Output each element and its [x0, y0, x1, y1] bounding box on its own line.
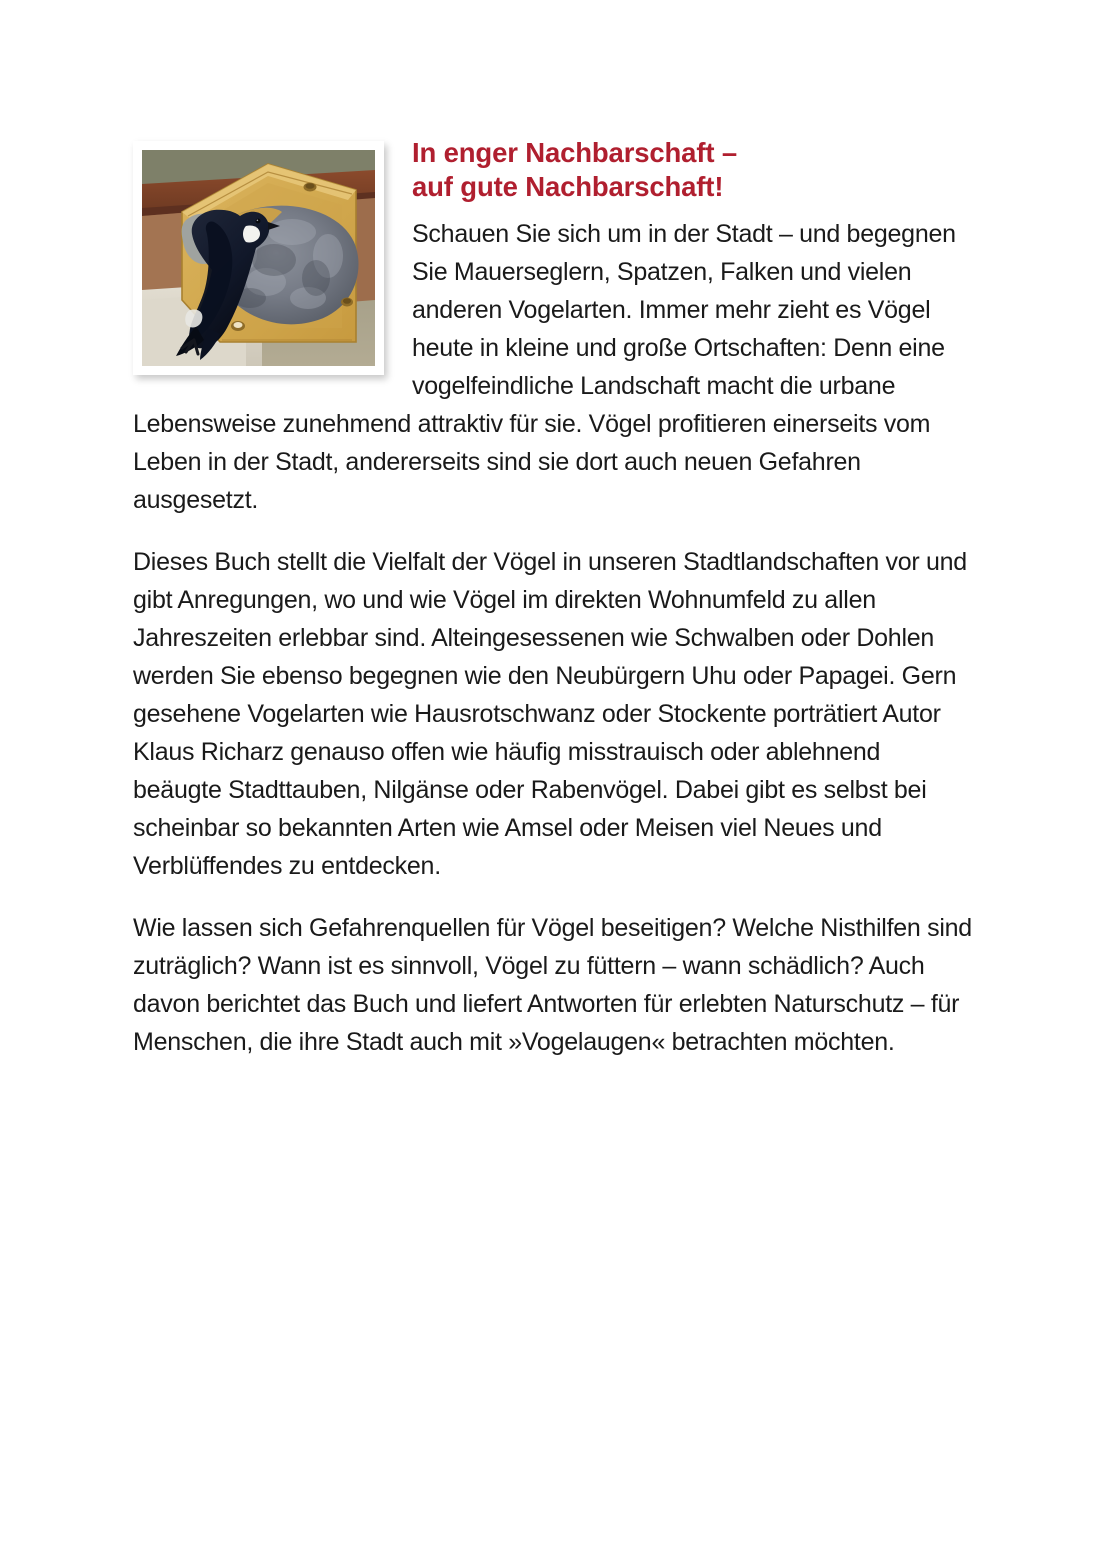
house-martin-nest-photo — [142, 150, 375, 366]
paragraph-book-content: Dieses Buch stellt die Vielfalt der Vögel in unseren Stadtlandschaften vor und gibt Anregungen, wo und wie Vögel im direkten Wohnumfeld zu allen Jahreszeiten erlebbar sind. Alteingesessenen wie Schwalben oder Dohlen werden Sie ebenso begegnen wie den Neubürgern Uhu oder Papagei. Gern gesehene Vogelarten wie Hausrotschwanz oder Stockente porträtiert Autor Klaus Richarz genauso offen wie häufig misstrauisch oder ablehnend beäugte Stadttauben, Nilgänse oder Rabenvögel. Dabei gibt es selbst bei scheinbar so bekannten Arten wie Amsel oder Meisen viel Neues und Verblüffendes zu entdecken. — [133, 548, 967, 880]
headline-line-2: auf gute Nachbarschaft! — [412, 171, 724, 202]
paragraph-intro: Schauen Sie sich um in der Stadt – und begegnen Sie Mauerseglern, Spatzen, Falken und vielen anderen Vogelarten. Immer mehr zieht es Vögel heute in kleine und große Ortschaften: Denn eine vogelfeindliche Landschaft macht die urbane Lebensweise zunehmend attraktiv für sie. Vögel profitieren einerseits vom Leben in der Stadt, andererseits sind sie dort auch neuen Gefahren ausgesetzt. — [133, 220, 956, 514]
text-column — [133, 136, 973, 1061]
paragraph-questions: Wie lassen sich Gefahrenquellen für Vögel beseitigen? Welche Nisthilfen sind zuträglich? Wann ist es sinnvoll, Vögel zu füttern – wann schädlich? Auch davon berichtet das Buch und liefert Antworten für erlebten Naturschutz – für Menschen, die ihre Stadt auch mit »Vogelaugen« betrachten möchten. — [133, 914, 972, 1056]
headline-line-1: In enger Nachbarschaft – — [412, 137, 737, 168]
bird-photo-figure — [133, 141, 384, 375]
